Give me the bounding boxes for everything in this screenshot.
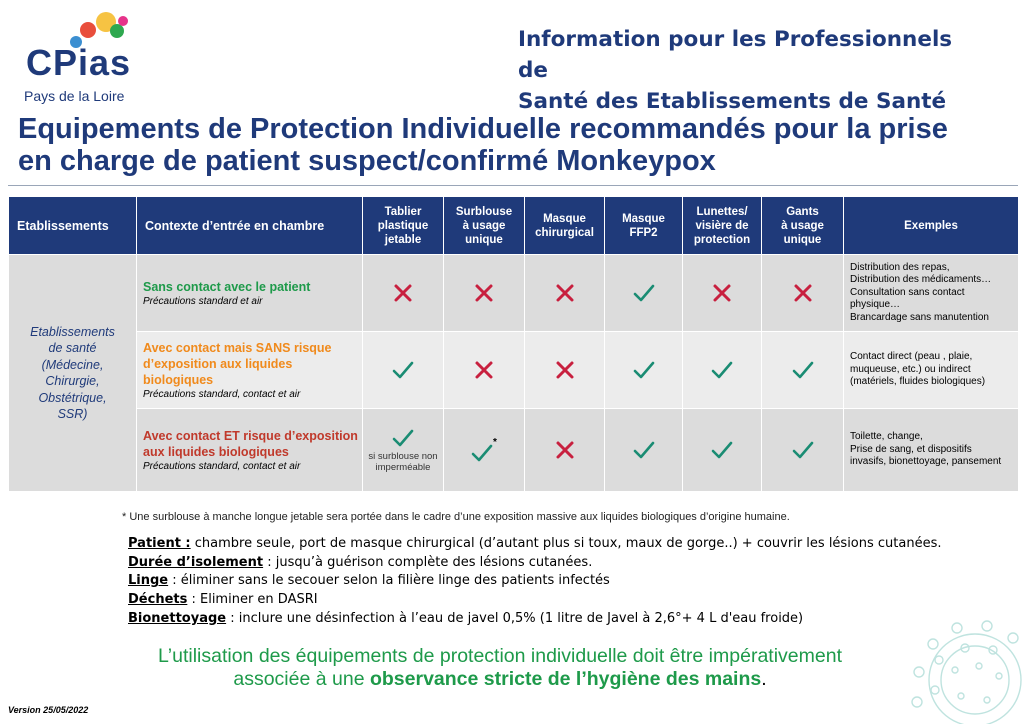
footnote: * Une surblouse à manche longue jetable sera portée dans le cadre d’une exposition massive aux liquides biologiques d’origine humaine.: [122, 511, 790, 523]
context-cell: Sans contact avec le patient Précautions standard et air: [137, 255, 363, 332]
closing-message: L’utilisation des équipements de protection individuelle doit être impérativement associée à une observance stricte de l’hygiène des mains.: [158, 645, 842, 690]
examples-cell: Toilette, change, Prise de sang, et dispositifs invasifs, bionettoyage, pansement: [844, 409, 1019, 492]
definition-item: Durée d’isolement : jusqu’à guérison complète des lésions cutanées.: [128, 554, 593, 570]
check-icon: [471, 443, 493, 463]
check-icon: [633, 440, 655, 460]
header-surgical-mask: Masque chirurgical: [525, 197, 605, 255]
header-gloves: Gants à usage unique: [762, 197, 844, 255]
cross-icon: [393, 283, 413, 303]
header-ffp2: Masque FFP2: [605, 197, 683, 255]
info-header: [518, 24, 988, 117]
definition-item: Bionettoyage : inclure une désinfection à l’eau de javel 0,5% (1 litre de Javel à 2,6°+ 4 L d'eau froide): [128, 610, 804, 626]
table-row: [9, 332, 1019, 409]
establishment-cell: Etablissements de santé (Médecine, Chirurgie, Obstétrique, SSR): [9, 255, 137, 492]
header-examples: Exemples: [844, 197, 1019, 255]
virus-icon: [895, 600, 1024, 724]
table-row: [9, 255, 1019, 332]
header-goggles: Lunettes/ visière de protection: [683, 197, 762, 255]
title-divider: [8, 185, 1018, 186]
ppe-table: [8, 196, 1019, 492]
apron-note: si surblouse non imperméable: [368, 450, 438, 473]
definition-item: Linge : éliminer sans le secouer selon la filière linge des patients infectés: [128, 573, 610, 589]
definitions-list: [128, 535, 942, 629]
header-gown: Surblouse à usage unique: [444, 197, 525, 255]
check-icon: [711, 440, 733, 460]
check-icon: [792, 440, 814, 460]
page-title-line1: Equipements de Protection Individuelle recommandés pour la prise: [18, 113, 948, 145]
check-icon: [633, 283, 655, 303]
info-header-line2: Santé des Etablissements de Santé: [518, 89, 947, 114]
cross-icon: [555, 283, 575, 303]
cross-icon: [712, 283, 732, 303]
cross-icon: [555, 360, 575, 380]
context-cell: Avec contact ET risque d’exposition aux liquides biologiques Précautions standard, contact et air: [137, 409, 363, 492]
cross-icon: [555, 440, 575, 460]
page-title-line2: en charge de patient suspect/confirmé Monkeypox: [18, 145, 716, 177]
definition-item: Déchets : Eliminer en DASRI: [128, 592, 318, 608]
cross-icon: [793, 283, 813, 303]
check-icon: [792, 360, 814, 380]
context-cell: Avec contact mais SANS risque d’exposition aux liquides biologiques Précautions standard, contact et air: [137, 332, 363, 409]
gown-asterisk: *: [493, 437, 497, 449]
check-icon: [392, 428, 414, 448]
definition-item: Patient : chambre seule, port de masque chirurgical (d’autant plus si toux, maux de gorge..) + couvrir les lésions cutanées.: [128, 536, 942, 551]
page-title: [18, 113, 1008, 177]
header-context: Contexte d’entrée en chambre: [137, 197, 363, 255]
info-header-line1: Information pour les Professionnels de: [518, 27, 953, 83]
header-apron: Tablier plastique jetable: [363, 197, 444, 255]
table-header-row: [9, 197, 1019, 255]
check-icon: [392, 360, 414, 380]
examples-cell: Distribution des repas, Distribution des médicaments… Consultation sans contact physique… Brancardage sans manutention: [844, 255, 1019, 332]
table-row: [9, 409, 1019, 492]
check-icon: [633, 360, 655, 380]
header-establishments: Etablissements: [9, 197, 137, 255]
cross-icon: [474, 283, 494, 303]
logo-brand: CPias: [26, 42, 132, 83]
cpias-logo: [12, 10, 148, 106]
logo-subtitle: Pays de la Loire: [24, 88, 125, 104]
examples-cell: Contact direct (peau , plaie, muqueuse, etc.) ou indirect (matériels, fluides biologiques): [844, 332, 1019, 409]
check-icon: [711, 360, 733, 380]
version-label: Version 25/05/2022: [8, 705, 89, 715]
cross-icon: [474, 360, 494, 380]
